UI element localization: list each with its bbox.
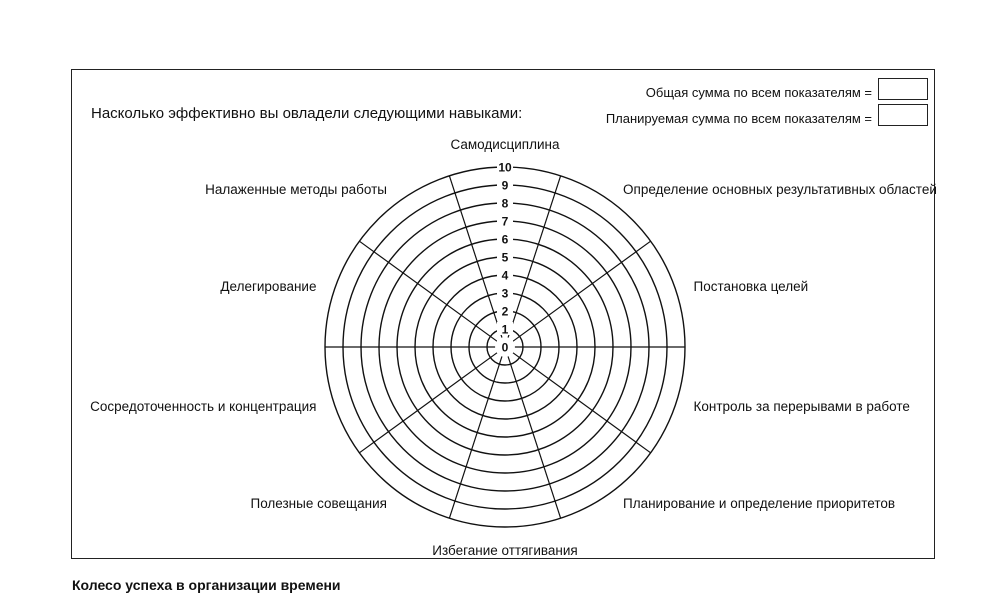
segment-label-9: Делегирование xyxy=(220,279,317,295)
scale-number-2: 2 xyxy=(501,304,509,319)
wheel-scale-numbers xyxy=(497,160,513,355)
scale-number-5: 5 xyxy=(501,250,509,265)
segment-label-6: Избегание оттягивания xyxy=(432,543,578,558)
scale-number-6: 6 xyxy=(501,232,509,247)
spoke-1 xyxy=(508,176,561,338)
scale-number-10: 10 xyxy=(498,160,512,175)
spoke-6 xyxy=(449,356,502,518)
segment-label-5: Планирование и определение приоритетов xyxy=(623,495,896,511)
spoke-7 xyxy=(359,353,497,453)
segment-label-4: Контроль за перерывами в работе xyxy=(693,398,910,414)
scale-number-9: 9 xyxy=(501,178,509,193)
segment-label-1: Самодисциплина xyxy=(450,137,560,152)
scale-number-0: 0 xyxy=(501,340,509,355)
scale-number-7: 7 xyxy=(501,214,509,229)
scale-number-4: 4 xyxy=(501,268,509,283)
scale-number-1: 1 xyxy=(501,322,509,337)
spoke-10 xyxy=(449,176,502,338)
scale-number-8: 8 xyxy=(501,196,509,211)
spoke-5 xyxy=(508,356,561,518)
figure-caption: Колесо успеха в организации времени xyxy=(72,577,341,593)
spoke-9 xyxy=(359,241,497,341)
question-heading: Насколько эффективно вы овладели следующими навыками: xyxy=(91,105,523,122)
wheel-segment-labels xyxy=(90,137,937,558)
segment-label-3: Постановка целей xyxy=(693,279,809,295)
segment-label-8: Сосредоточенность и концентрация xyxy=(90,398,317,414)
spoke-2 xyxy=(513,241,651,341)
spoke-4 xyxy=(513,353,651,453)
segment-label-2: Определение основных результативных областей xyxy=(623,182,937,198)
planned-sum-label: Планируемая сумма по всем показателям = xyxy=(605,111,872,126)
scale-number-3: 3 xyxy=(501,286,509,301)
total-sum-label: Общая сумма по всем показателям = xyxy=(645,85,872,100)
segment-label-10: Налаженные методы работы xyxy=(205,182,387,198)
segment-label-7: Полезные совещания xyxy=(250,495,387,511)
